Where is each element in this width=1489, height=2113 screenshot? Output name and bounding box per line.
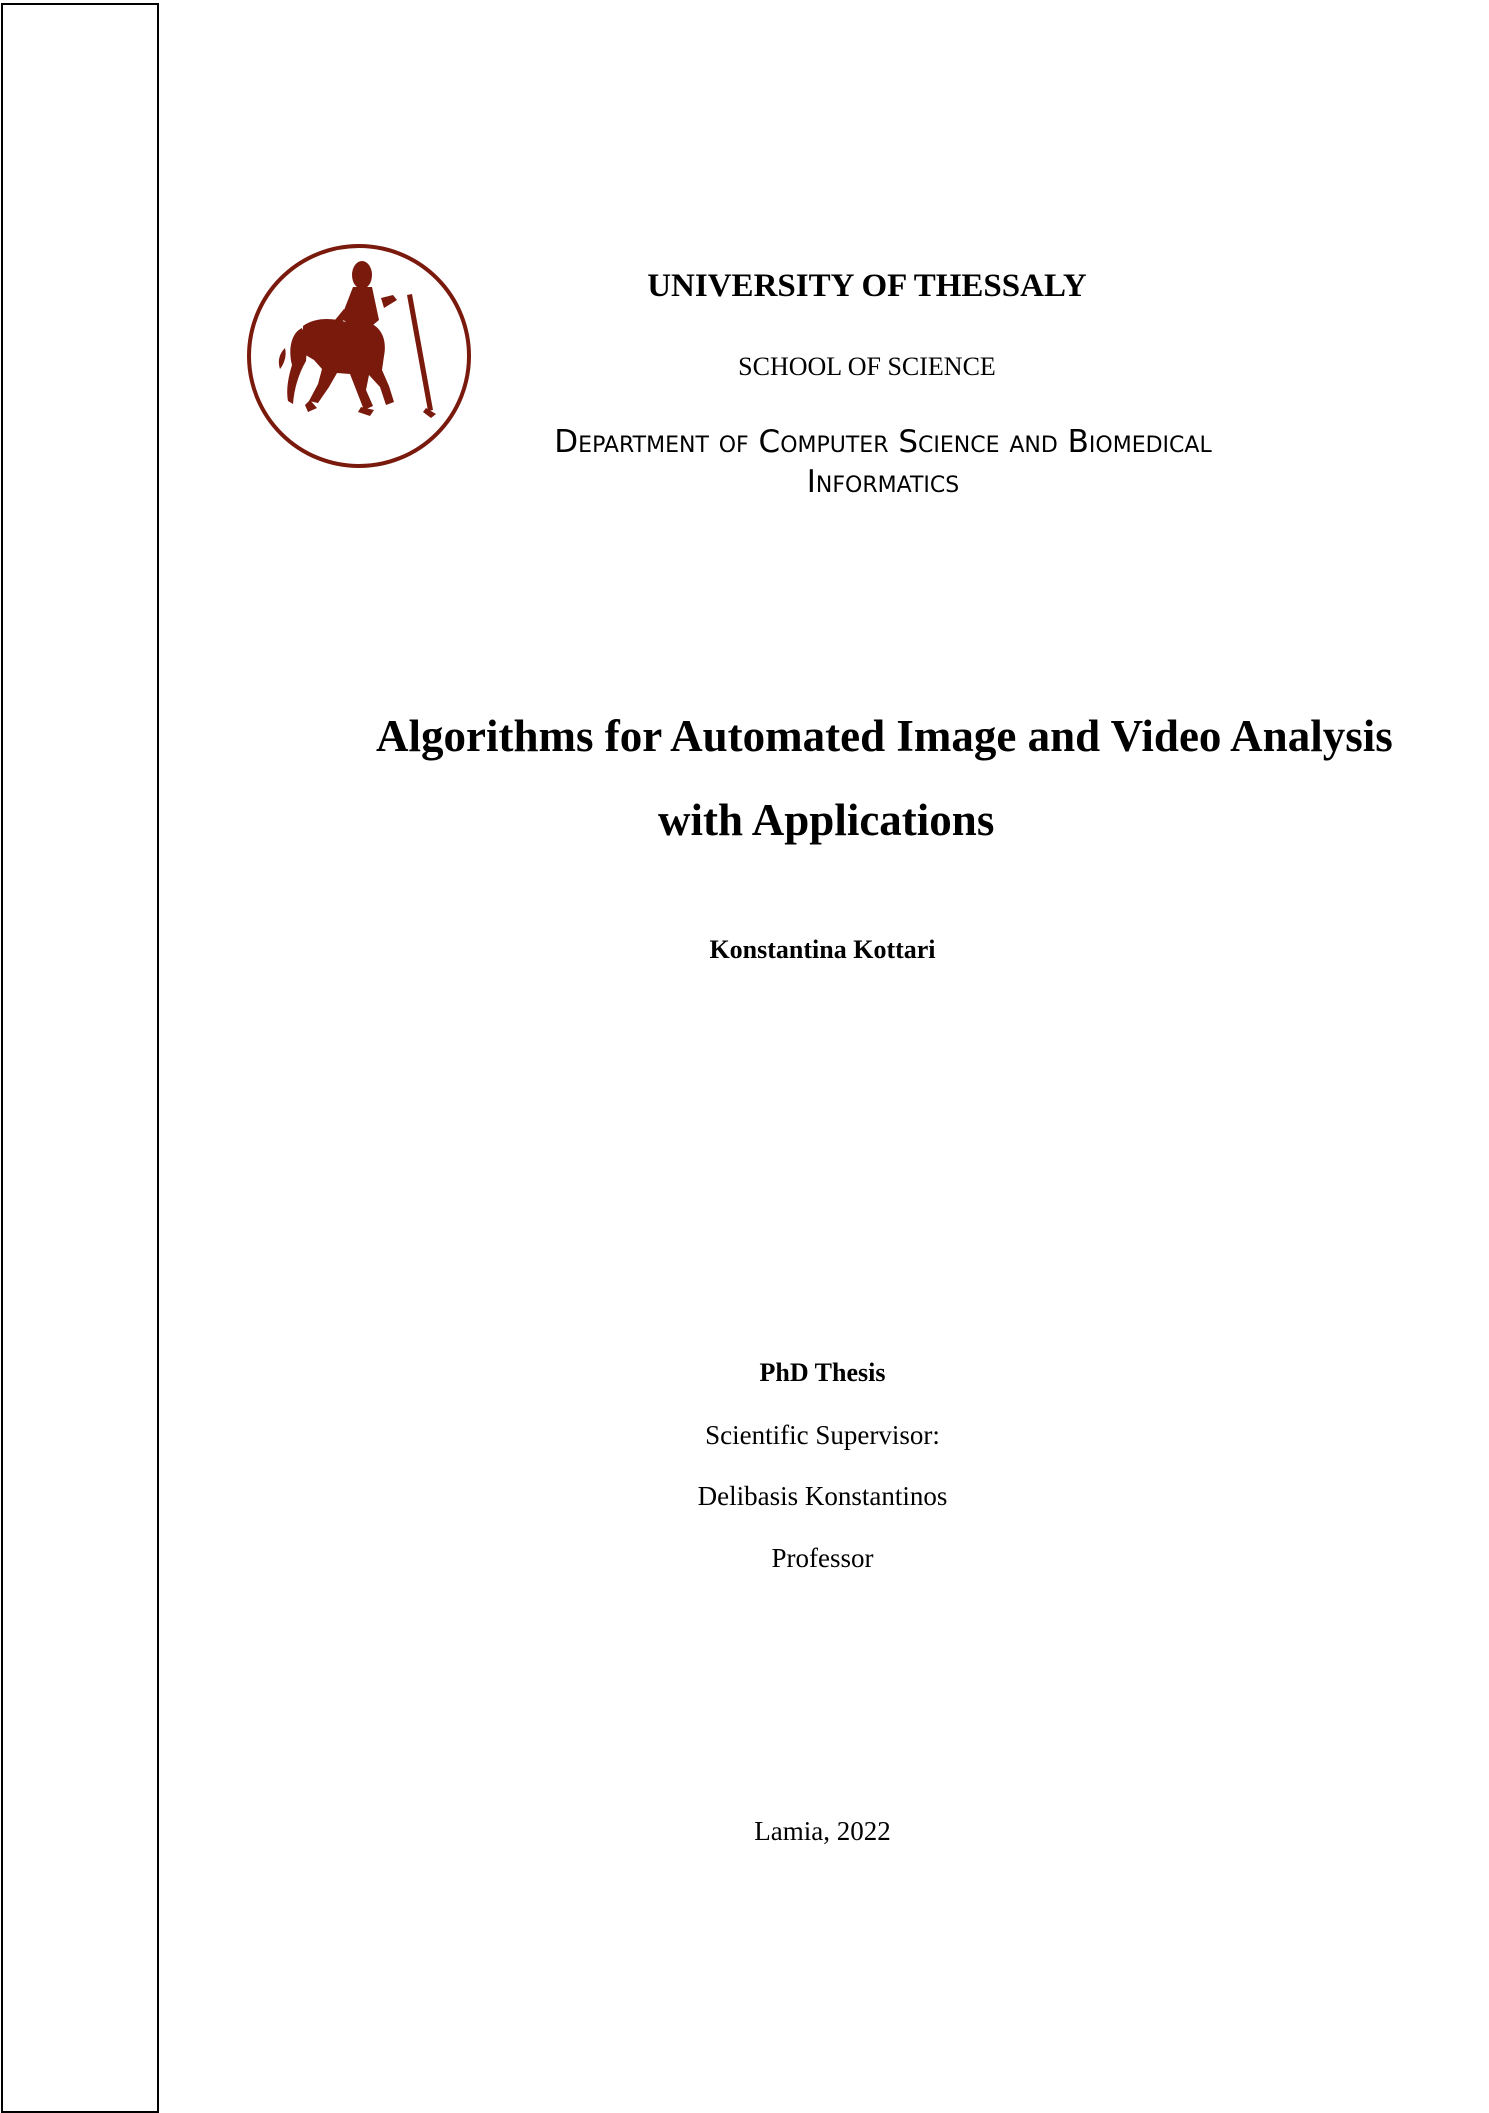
degree-type: PhD Thesis xyxy=(759,1358,886,1387)
university-logo xyxy=(245,242,473,470)
school-name: SCHOOL OF SCIENCE xyxy=(738,352,996,381)
university-name: UNIVERSITY OF THESSALY xyxy=(647,268,1087,304)
thesis-title-line-2: with Applications xyxy=(658,795,995,845)
supervisor-name: Delibasis Konstantinos xyxy=(697,1481,948,1511)
supervisor-rank: Professor xyxy=(771,1543,874,1573)
place-and-year: Lamia, 2022 xyxy=(754,1816,891,1846)
department-name: Department of Computer Science and Biomedical Informatics xyxy=(554,424,1212,500)
thesis-title-line-1: Algorithms for Automated Image and Video Analysis xyxy=(376,711,1393,761)
author-name: Konstantina Kottari xyxy=(709,935,936,964)
supervisor-label: Scientific Supervisor: xyxy=(705,1420,940,1450)
left-margin-frame xyxy=(1,3,159,2113)
thesis-title xyxy=(340,694,1460,862)
centaur-emblem-icon xyxy=(245,242,473,470)
